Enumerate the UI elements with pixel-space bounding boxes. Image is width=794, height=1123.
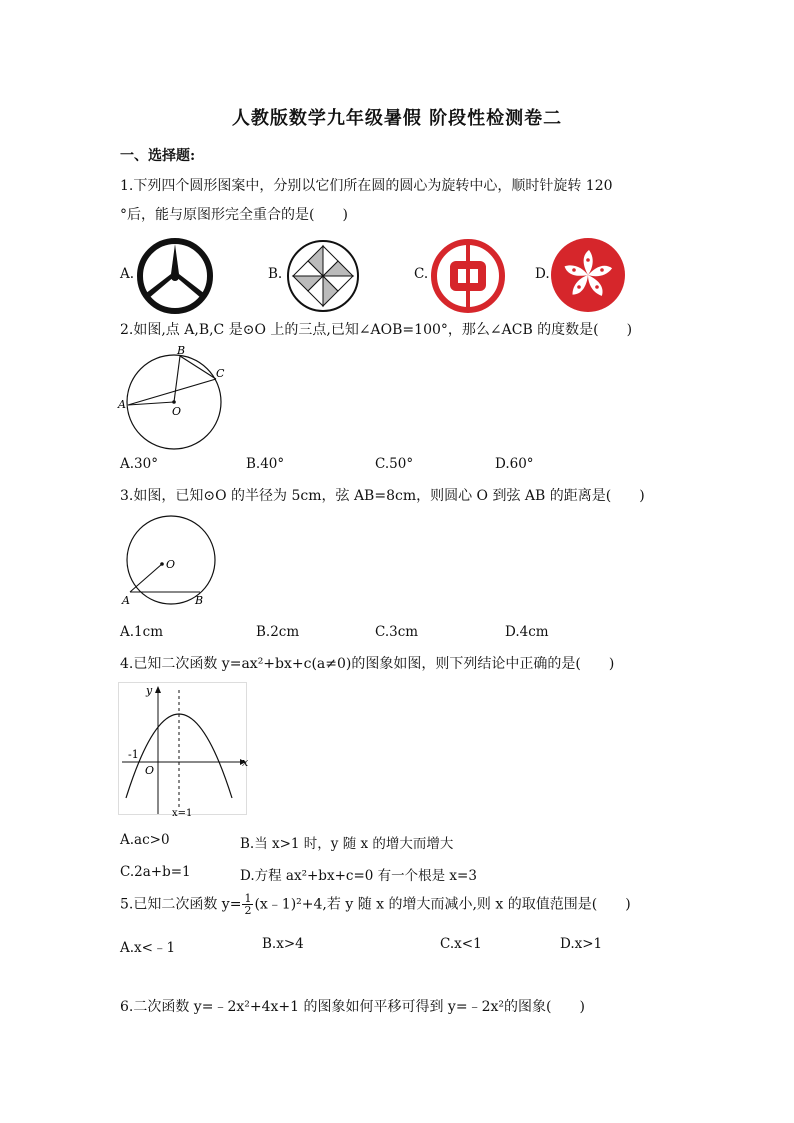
q2-option-a: A.30° (120, 456, 158, 472)
q4-option-b: B.当 x>1 时，y 随 x 的增大而增大 (240, 836, 454, 852)
q2-text: 2.如图,点 A,B,C 是⊙O 上的三点,已知∠AOB=100°，那么∠ACB 的度数是( ) (120, 322, 633, 338)
q6-text: 6.二次函数 y=﹣2x²+4x+1 的图象如何平移可得到 y=﹣2x²的图象( ) (120, 999, 585, 1015)
q5-fraction (242, 893, 253, 916)
q3-option-a: A.1cm (120, 624, 163, 640)
q5-option-d: D.x>1 (560, 936, 603, 952)
q5-option-c: C.x<1 (440, 936, 482, 952)
q3-label-o: O (166, 558, 176, 571)
q5-text-suffix: (x﹣1)²+4,若 y 随 x 的增大而减小,则 x 的取值范围是( ) (254, 896, 631, 913)
q4-label-neg1: -1 (128, 748, 139, 761)
q3-label-b: B (195, 594, 204, 607)
q1-option-b-label: B. (268, 266, 283, 282)
q3-circle-diagram (118, 512, 228, 612)
q4-text: 4.已知二次函数 y=ax²+bx+c(a≠0)的图象如图，则下列结论中正确的是( ) (120, 656, 615, 672)
q4-label-axis: x=1 (172, 808, 193, 819)
q4-option-c: C.2a+b=1 (120, 864, 191, 880)
q5-option-a: A.x<﹣1 (120, 940, 176, 956)
q5-text (120, 893, 631, 923)
q4-option-d: D.方程 ax²+bx+c=0 有一个根是 x=3 (240, 868, 477, 884)
q1-option-a-label: A. (120, 266, 135, 282)
q5-option-b: B.x>4 (262, 936, 304, 952)
q2-label-o: O (172, 405, 182, 418)
q4-option-a: A.ac>0 (120, 832, 170, 848)
q4-parabola-graph (118, 682, 256, 820)
q5-fraction-numerator: 1 (244, 892, 252, 905)
page-title: 人教版数学九年级暑假 阶段性检测卷二 (231, 108, 563, 129)
bauhinia-flag-icon (549, 236, 627, 314)
q2-label-b: B (177, 344, 186, 357)
q4-label-origin: O (145, 764, 155, 777)
q1-option-c-label: C. (414, 266, 429, 282)
q3-option-c: C.3cm (375, 624, 419, 640)
bank-of-china-logo-icon (430, 238, 506, 314)
q3-label-a: A (122, 594, 130, 607)
q4-label-x: x (242, 756, 249, 769)
section-heading: 一、选择题: (120, 148, 196, 164)
q5-fraction-denominator: 2 (244, 904, 252, 917)
q2-option-d: D.60° (495, 456, 534, 472)
q4-label-y: y (146, 684, 153, 697)
q2-circle-diagram (118, 344, 238, 450)
q2-option-c: C.50° (375, 456, 414, 472)
q1-text-line2: °后，能与原图形完全重合的是( ) (120, 207, 348, 223)
q1-text-line1: 1.下列四个圆形图案中，分别以它们所在圆的圆心为旋转中心，顺时针旋转 120 (120, 178, 613, 194)
q3-option-d: D.4cm (505, 624, 549, 640)
q2-option-b: B.40° (246, 456, 285, 472)
q3-text: 3.如图，已知⊙O 的半径为 5cm，弦 AB=8cm，则圆心 O 到弦 AB 的距离是( ) (120, 488, 645, 504)
mercedes-star-icon (135, 236, 215, 316)
q1-option-d-label: D. (535, 266, 550, 282)
q2-label-c: C (216, 367, 225, 380)
pinwheel-pattern-icon (285, 238, 361, 314)
q3-option-b: B.2cm (256, 624, 300, 640)
q2-label-a: A (118, 398, 126, 411)
q5-text-prefix: 5.已知二次函数 y= (120, 896, 242, 913)
